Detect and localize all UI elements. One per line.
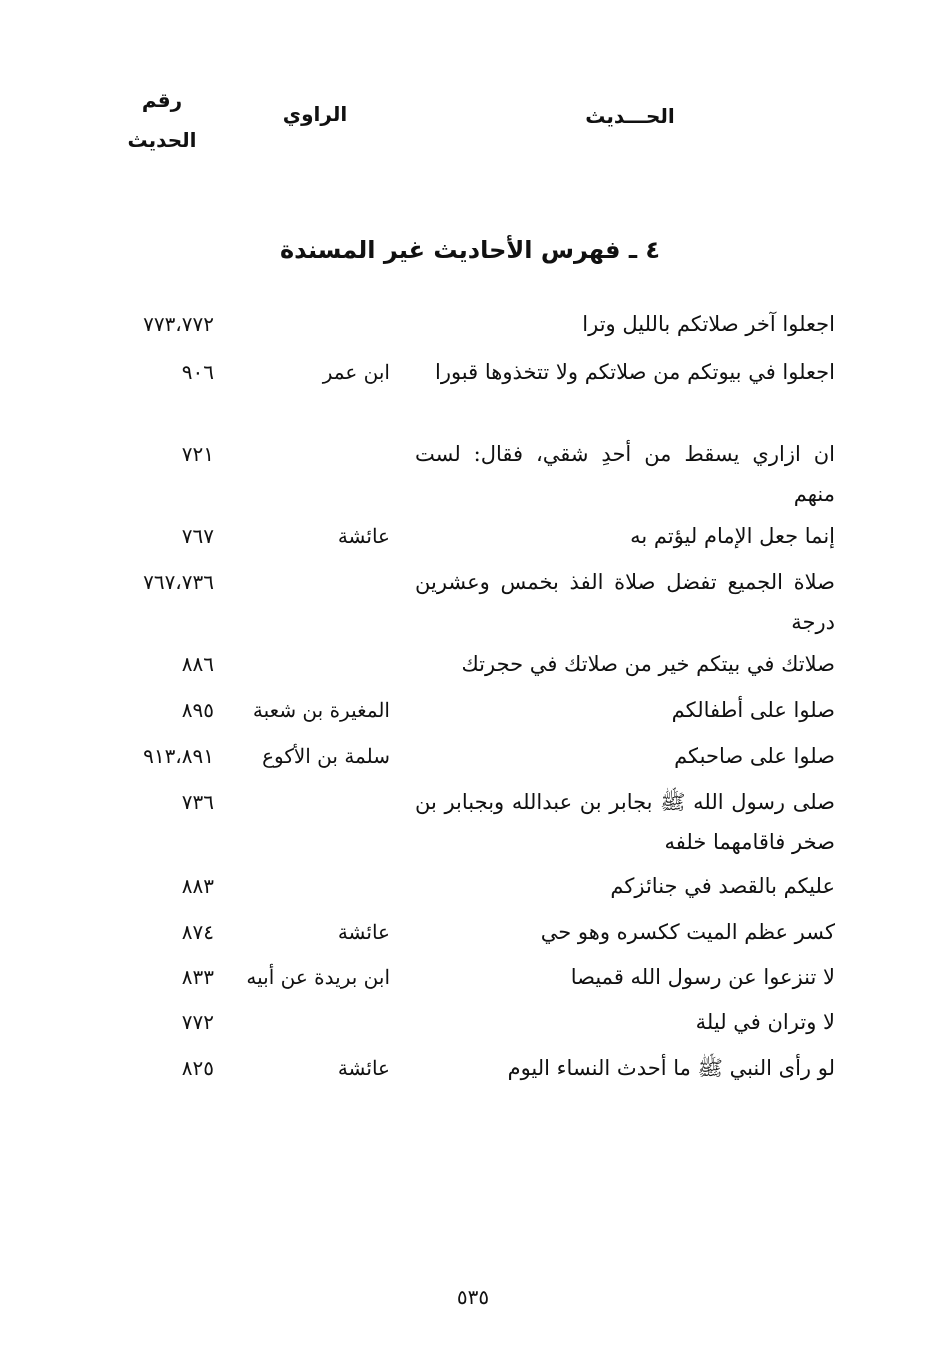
hadith-text: لا تنزعوا عن رسول الله قميصا — [570, 965, 835, 989]
hadith-text: صلوا على أطفالكم — [671, 698, 835, 722]
hadith-numbers: ٧٧٣،٧٧٢ — [143, 312, 214, 336]
hadith-numbers: ٨٨٦ — [181, 652, 214, 676]
hadith-narrator: عائشة — [337, 1056, 390, 1080]
hadith-numbers: ٩٠٦ — [181, 360, 214, 384]
hadith-numbers: ٨٣٣ — [181, 965, 214, 989]
hadith-narrator: المغيرة بن شعبة — [252, 698, 390, 722]
column-header-number-line1: رقم — [141, 88, 183, 112]
hadith-numbers: ٧٦٧ — [181, 524, 214, 548]
hadith-numbers: ٧٣٦ — [181, 790, 214, 814]
hadith-text: اجعلوا آخر صلاتكم بالليل وترا — [582, 312, 835, 336]
hadith-text: صلاة الجميع تفضل صلاة الفذ بخمس وعشرين درجة — [415, 570, 835, 634]
column-header-narrator: الراوي — [282, 102, 348, 126]
hadith-numbers: ٧٧٢ — [181, 1010, 214, 1034]
hadith-numbers: ٨٧٤ — [181, 920, 214, 944]
hadith-numbers: ٨٨٣ — [181, 874, 214, 898]
hadith-text: صلوا على صاحبكم — [674, 744, 835, 768]
column-header-hadith: الحـــديث — [585, 104, 675, 128]
hadith-numbers: ٧٢١ — [181, 442, 214, 466]
hadith-text: صلاتك في بيتكم خير من صلاتك في حجرتك — [461, 652, 835, 676]
hadith-text: لا وتران في ليلة — [695, 1010, 835, 1034]
hadith-narrator: ابن بريدة عن أبيه — [246, 965, 390, 989]
hadith-narrator: سلمة بن الأكوع — [262, 744, 390, 768]
section-title: ٤ ـ فهرس الأحاديث غير المسندة — [279, 236, 661, 264]
hadith-text: ان ازاري يسقط من أحدِ شقي، فقال: لست منهم — [415, 442, 835, 506]
hadith-text: اجعلوا في بيوتكم من صلاتكم ولا تتخذوها قبورا — [434, 360, 835, 384]
hadith-narrator: ابن عمر — [322, 360, 390, 384]
hadith-text: إنما جعل الإمام ليؤتم به — [630, 524, 835, 548]
hadith-numbers: ٨٢٥ — [181, 1056, 214, 1080]
page-number: ٥٣٥ — [456, 1285, 490, 1309]
hadith-text: كسر عظم الميت ككسره وهو حي — [540, 920, 835, 944]
hadith-text: عليكم بالقصد في جنائزكم — [610, 874, 835, 898]
hadith-numbers: ٧٦٧،٧٣٦ — [143, 570, 214, 594]
hadith-numbers: ٨٩٥ — [181, 698, 214, 722]
hadith-narrator: عائشة — [337, 920, 390, 944]
hadith-numbers: ٩١٣،٨٩١ — [143, 744, 214, 768]
column-header-number-line2: الحديث — [127, 128, 197, 152]
hadith-text: لو رأى النبي ﷺ ما أحدث النساء اليوم — [507, 1056, 835, 1080]
hadith-text: صلى رسول الله ﷺ بجابر بن عبدالله وبجبابر بن صخر فاقامهما خلفه — [415, 790, 835, 854]
hadith-narrator: عائشة — [337, 524, 390, 548]
